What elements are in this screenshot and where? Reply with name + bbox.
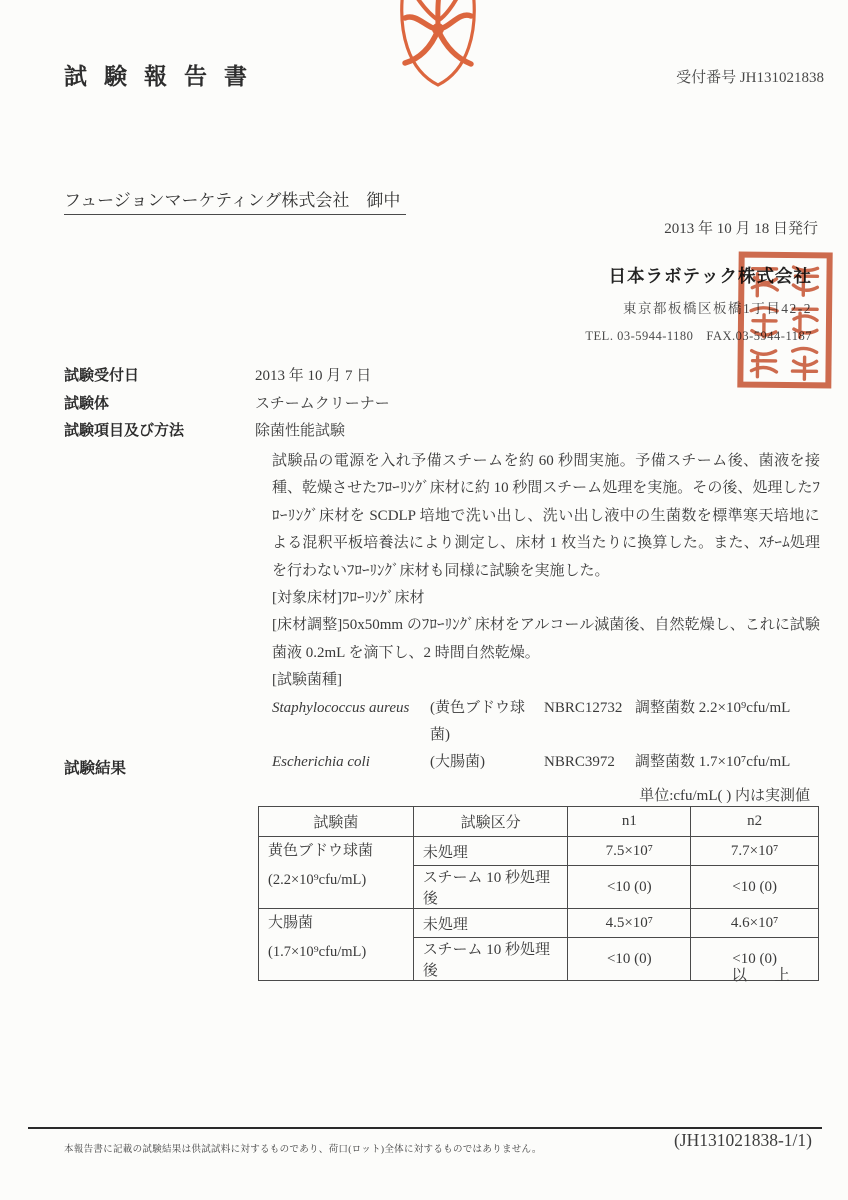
column-header-organism: 試験菌 [259,807,414,837]
n2-value: 7.7×10⁷ [691,837,819,866]
lab-tel-fax: TEL. 03-5944-1180 FAX.03-5944-1187 [585,329,812,343]
method-section [272,448,820,777]
species-row [272,695,820,750]
n2-value: <10 (0) [691,938,819,981]
species-nbrc-code: NBRC12732 [544,699,623,716]
footer-divider [28,1127,822,1129]
species-nbrc-code: NBRC3972 [544,754,615,771]
field-value: 2013 年 10 月 7 日 [255,368,372,384]
organism-name: 黄色ブドウ球菌 [268,843,374,859]
receipt-number: 受付番号 JH131021838 [676,70,824,86]
n2-value: <10 (0) [691,866,819,909]
species-adjusted-count: 調整菌数 1.7×10⁷cfu/mL [635,754,791,771]
method-material-prep: [床材調整]50x50mm のﾌﾛｰﾘﾝｸﾞ床材をアルコール滅菌後、自然乾燥し、これに試験菌液 0.2mL を滴下し、2 時間自然乾燥。 [272,617,820,661]
condition-label: スチーム 10 秒処理後 [413,938,568,981]
closing-text: 以 上 [731,967,796,984]
species-common-name: (黄色ブドウ球菌) [430,699,525,744]
results-table-header-row [259,807,819,837]
field-label: 試験項目及び方法 [64,422,185,439]
info-row-specimen [64,392,390,420]
lab-info-block [585,263,812,344]
unit-note: 単位:cfu/mL( ) 内は実測値 [639,788,810,804]
organism-inoculum: (1.7×10⁹cfu/mL) [268,944,367,960]
column-header-condition: 試験区分 [413,807,568,837]
organism-inoculum: (2.2×10⁹cfu/mL) [268,872,367,888]
lab-address: 東京都板橋区板橋1丁目42-2 [623,301,812,316]
condition-label: スチーム 10 秒処理後 [413,866,568,909]
n2-value: 4.6×10⁷ [691,909,819,938]
footer-disclaimer: 本報告書に記載の試験結果は供試試料に対するものであり、荷口(ロット)全体に対するものではありません。 [64,1145,542,1155]
organism-cell [259,837,414,909]
field-value: スチームクリーナー [255,395,390,412]
info-row-receipt-date [64,364,390,392]
table-row [259,909,819,938]
n1-value: <10 (0) [568,938,691,981]
addressee: フュージョンマーケティング株式会社 御中 [64,186,406,215]
species-latin-name: Escherichia coli [272,754,370,771]
column-header-n2: n2 [691,807,819,837]
n1-value: <10 (0) [568,866,691,909]
column-header-n1: n1 [568,807,691,837]
page-reference: (JH131021838-1/1) [673,1130,812,1150]
species-common-name: (大腸菌) [430,754,485,771]
info-fields [64,364,390,447]
method-target-material: [対象床材]ﾌﾛｰﾘﾝｸﾞ床材 [272,590,425,607]
species-adjusted-count: 調整菌数 2.2×10⁹cfu/mL [635,699,791,716]
results-heading: 試験結果 [64,760,127,777]
field-label: 試験体 [64,394,110,412]
organism-name: 大腸菌 [268,915,314,931]
field-label: 試験受付日 [64,367,140,384]
organism-cell [259,909,414,981]
results-table [258,806,819,981]
report-title: 試験報告書 [64,64,264,89]
condition-label: 未処理 [413,837,568,866]
method-species-heading: [試験菌種] [272,672,342,689]
species-row [272,749,820,776]
lab-name: 日本ラボテック株式会社 [608,266,812,286]
species-latin-name: Staphylococcus aureus [272,699,410,716]
table-row [259,837,819,866]
info-row-test-item [64,419,390,447]
issue-date: 2013 年 10 月 18 日発行 [664,221,818,237]
method-procedure: 試験品の電源を入れ予備スチームを約 60 秒間実施。予備スチーム後、菌液を接種、乾燥させたﾌﾛｰﾘﾝｸﾞ床材に約 10 秒間スチーム処理を実施。その後、処理したﾌﾛｰﾘﾝｸﾞ床材を SCDLP 培地で洗い出し、洗い出し液中の生菌数を標準寒天培地による混釈平板培養法により測定し、床材 1 枚当たりに換算した。また、ｽﾁｰﾑ処理を行わないﾌﾛｰﾘﾝｸﾞ床材も同様に試験を実施した。 [272,453,820,579]
n1-value: 7.5×10⁷ [568,837,691,866]
field-value: 除菌性能試験 [255,423,346,439]
n1-value: 4.5×10⁷ [568,909,691,938]
condition-label: 未処理 [413,909,568,938]
certification-emblem-stamp-icon [396,0,480,90]
